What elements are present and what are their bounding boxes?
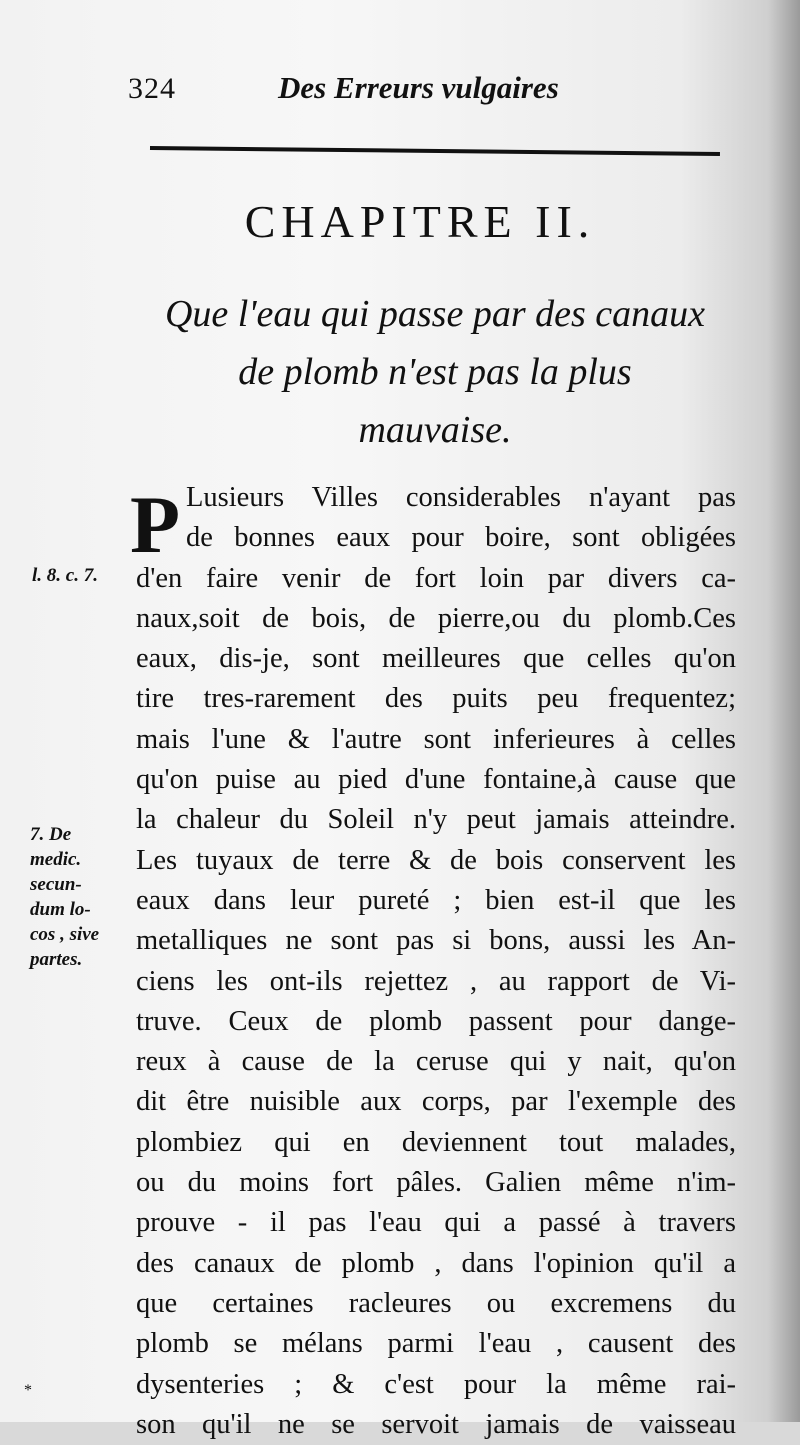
body-line: metalliques ne sont pas si bons, aussi les An- <box>136 925 736 957</box>
body-line: eaux dans leur pureté ; bien est-il que les <box>136 884 736 916</box>
body-line: reux à cause de la ceruse qui y nait, qu'on <box>136 1046 736 1078</box>
margin-note-reference: l. 8. c. 7. <box>32 565 98 586</box>
body-line: de bonnes eaux pour boire, sont obligées <box>186 522 736 554</box>
body-line: des canaux de plomb , dans l'opinion qu'il a <box>136 1247 736 1279</box>
body-line: ciens les ont-ils rejettez , au rapport de Vi- <box>136 965 736 997</box>
margin-note-line: cos , sive <box>30 924 100 945</box>
drop-cap: P <box>130 479 181 570</box>
running-title: Des Erreurs vulgaires <box>278 70 559 105</box>
edge-mark: * <box>24 1382 32 1399</box>
chapter-title-line: mauvaise. <box>358 409 512 451</box>
body-line: qu'on puise au pied d'une fontaine,à cause que <box>136 764 736 796</box>
body-line: tire tres-rarement des puits peu frequentez; <box>136 683 736 715</box>
body-line: truve. Ceux de plomb passent pour dange- <box>136 1005 736 1037</box>
body-line: ou du moins fort pâles. Galien même n'im- <box>136 1167 736 1199</box>
body-line: plomb se mélans parmi l'eau , causent des <box>136 1328 736 1360</box>
body-line: plombiez qui en deviennent tout malades, <box>136 1126 736 1158</box>
chapter-title <box>135 285 735 459</box>
body-line: dit être nuisible aux corps, par l'exemple des <box>136 1086 736 1118</box>
body-line: Lusieurs Villes considerables n'ayant pas <box>186 482 736 513</box>
body-line: que certaines racleures ou excremens du <box>136 1287 736 1319</box>
body-line: son qu'il ne se servoit jamais de vaisseau <box>136 1408 736 1440</box>
body-line: prouve - il pas l'eau qui a passé à travers <box>136 1207 736 1239</box>
margin-note-line: medic. <box>30 849 82 870</box>
margin-note-line: secun- <box>30 874 82 895</box>
header-rule <box>150 146 720 156</box>
chapter-heading: CHAPITRE II. <box>244 196 596 247</box>
margin-note-line: partes. <box>30 949 83 970</box>
body-text <box>130 478 736 1445</box>
running-head <box>128 62 720 114</box>
body-line: la chaleur du Soleil n'y peut jamais atteindre. <box>136 804 736 836</box>
body-line: eaux, dis-je, sont meilleures que celles qu'on <box>136 643 736 675</box>
margin-note-line: 7. De <box>30 824 72 845</box>
body-line: naux,soit de bois, de pierre,ou du plomb.Ces <box>136 602 736 634</box>
margin-note-line: dum lo- <box>30 899 91 920</box>
page-number: 324 <box>128 72 176 105</box>
margin-note-galen <box>30 822 130 972</box>
body-line: dysenteries ; & c'est pour la même rai- <box>136 1368 736 1400</box>
chapter-title-line: Que l'eau qui passe par des canaux <box>164 293 706 335</box>
body-line: mais l'une & l'autre sont inferieures à celles <box>136 723 736 755</box>
body-line: d'en faire venir de fort loin par divers ca- <box>136 562 736 594</box>
chapter-title-line: de plomb n'est pas la plus <box>238 351 632 393</box>
body-line: Les tuyaux de terre & de bois conservent les <box>136 844 736 876</box>
